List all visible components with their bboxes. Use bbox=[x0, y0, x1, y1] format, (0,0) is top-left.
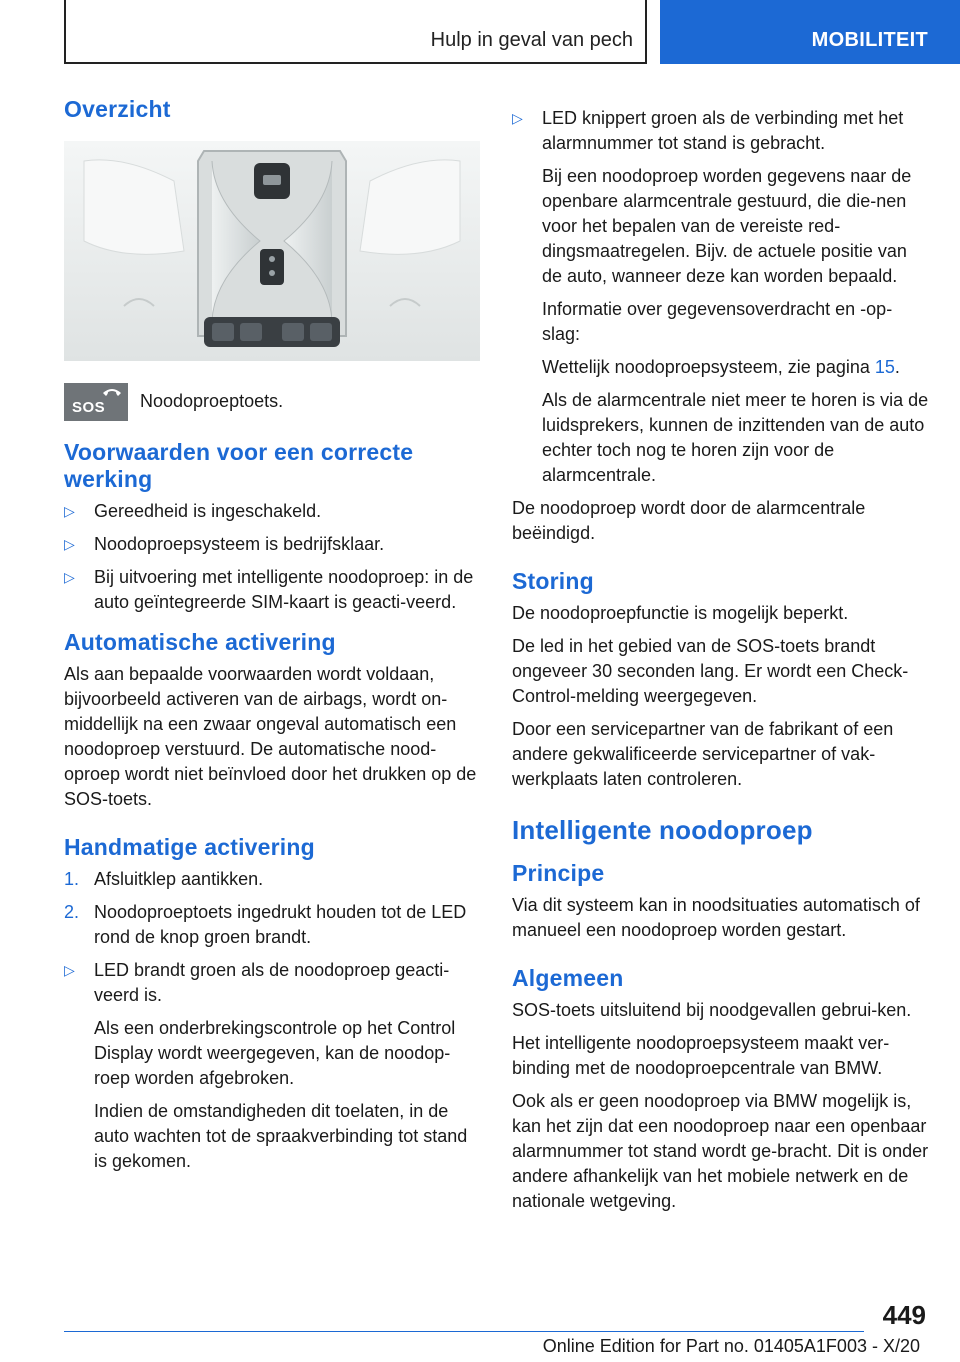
triangle-bullet-icon: ▷ bbox=[64, 536, 75, 552]
sub-paragraph: Informatie over gegevensoverdracht en -op‐slag: bbox=[542, 299, 893, 344]
fault-heading: Storing bbox=[512, 568, 594, 594]
step-number: 1. bbox=[64, 869, 80, 889]
intelligent-emergency-call-heading: Intelligente noodoproep bbox=[512, 815, 813, 845]
header-section-box bbox=[64, 0, 647, 64]
overview-heading: Overzicht bbox=[64, 96, 171, 122]
chapter-tab-label: MOBILITEIT bbox=[811, 29, 928, 51]
page-number: 449 bbox=[882, 1300, 926, 1330]
prerequisites-heading: Voorwaarden voor een correcte werking bbox=[64, 439, 414, 492]
sos-legend bbox=[64, 381, 482, 421]
step-item: 1. Afsluitklep aantikken. bbox=[64, 867, 482, 892]
triangle-bullet-icon: ▷ bbox=[64, 569, 75, 585]
right-column bbox=[512, 106, 930, 1222]
roof-console-illustration bbox=[64, 141, 480, 361]
page-reference-link[interactable]: 15 bbox=[874, 357, 895, 377]
sos-caption: Noodoproeptoets. bbox=[140, 391, 284, 411]
section-title: Hulp in geval van pech bbox=[430, 29, 633, 51]
roof-console-drawing bbox=[64, 141, 480, 361]
sos-button-icon bbox=[64, 383, 128, 421]
fault-text-1: De noodoproepfunctie is mogelijk beperkt. bbox=[512, 603, 849, 623]
automatic-activation-text: Als aan bepaalde voorwaarden wordt voldaan, bijvoorbeeld activeren van de airbags, wordt on‐middellijk na een zwaar ongeval automatisch een noodoproep verstuurd. De automatische nood‐oproep wordt niet beïnvloed door het drukken op de SOS-toets. bbox=[64, 664, 477, 809]
sub-paragraph: Wettelijk noodoproepsysteem, zie pagina 15. bbox=[542, 357, 900, 377]
principle-heading: Principe bbox=[512, 860, 605, 886]
left-column bbox=[64, 96, 482, 1182]
call-end-text: De noodoproep wordt door de alarmcentrale beëindigd. bbox=[512, 498, 866, 543]
general-heading: Algemeen bbox=[512, 965, 624, 991]
step-number: 2. bbox=[64, 902, 80, 922]
chapter-tab[interactable] bbox=[660, 0, 960, 64]
fault-text-3: Door een servicepartner van de fabrikant of een andere gekwalificeerde servicepartner of vak‐werkplaats laten controleren. bbox=[512, 719, 894, 789]
triangle-bullet-icon: ▷ bbox=[512, 110, 523, 126]
manual-steps-list bbox=[64, 867, 482, 950]
list-item: ▷ LED brandt groen als de noodoproep geacti‐veerd is. Als een onderbrekingscontrole op het Control Display wordt weergegeven, kan de noodop‐roep worden afgebroken. Indien de omstandigheden dit toelaten, in de auto wachten tot de spraakverbinding tot stand is gekomen. bbox=[64, 958, 482, 1174]
list-item: ▷ Bij uitvoering met intelligente noodoproep: in de auto geïntegreerde SIM-kaart is geacti‐veerd. bbox=[64, 567, 474, 612]
general-text-1: SOS-toets uitsluitend bij noodgevallen gebrui‐ken. bbox=[512, 1000, 912, 1020]
triangle-bullet-icon: ▷ bbox=[64, 503, 75, 519]
edition-footer: Online Edition for Part no. 01405A1F003 - X/20 bbox=[542, 1336, 920, 1356]
list-item: ▷ LED knippert groen als de verbinding met het alarmnummer tot stand is gebracht. Bij een noodoproep worden gegevens naar de openbare alarmcentrale gestuurd, die die‐nen voor het bepalen van de vereiste red‐dingsmaatregelen. Bijv. de actuele positie van de auto, wanneer deze kan worden bepaald. Informatie over gegevensoverdracht en -op‐slag: Wettelijk noodoproepsysteem, zie pagina 15. Als de alarmcentrale niet meer te horen is via de luidsprekers, kunnen de inzittenden van de auto echter toch nog te horen zijn voor de alarmcentrale. bbox=[512, 106, 930, 488]
sub-paragraph: Bij een noodoproep worden gegevens naar de openbare alarmcentrale gestuurd, die die‐nen voor het bepalen van de vereiste red‐dingsmaatregelen. Bijv. de actuele positie van de auto, wanneer deze kan worden bepaald. bbox=[542, 166, 912, 286]
step-item: 2. Noodoproeptoets ingedrukt houden tot de LED rond de knop groen brandt. bbox=[64, 902, 467, 947]
automatic-activation-heading: Automatische activering bbox=[64, 629, 336, 655]
principle-text: Via dit systeem kan in noodsituaties automatisch of manueel een noodoproep worden gestart. bbox=[512, 895, 920, 940]
prerequisites-list bbox=[64, 499, 482, 615]
footer-divider bbox=[64, 1331, 864, 1332]
list-item: ▷ Noodoproepsysteem is bedrijfsklaar. bbox=[64, 532, 482, 557]
triangle-bullet-icon: ▷ bbox=[64, 962, 75, 978]
general-text-3: Ook als er geen noodoproep via BMW mogelijk is, kan het zijn dat een noodoproep naar een openbaar alarmnummer tot stand wordt ge‐bracht. Dit is onder andere afhankelijk van het mobiele netwerk en de nationale wetgeving. bbox=[512, 1091, 929, 1211]
sub-paragraph: Als een onderbrekingscontrole op het Control Display wordt weergegeven, kan de noodop‐roep worden afgebroken. bbox=[94, 1018, 456, 1088]
general-text-2: Het intelligente noodoproepsysteem maakt ver‐binding met de noodoproepcentrale van BMW. bbox=[512, 1033, 890, 1078]
led-blink-list bbox=[512, 106, 930, 488]
sos-icon-label: SOS bbox=[72, 399, 106, 416]
sub-paragraph: Als de alarmcentrale niet meer te horen is via de luidsprekers, kunnen de inzittenden van de auto echter toch nog te horen zijn voor de alarmcentrale. bbox=[542, 390, 929, 485]
led-result-list bbox=[64, 958, 482, 1174]
manual-activation-heading: Handmatige activering bbox=[64, 834, 315, 860]
list-item: ▷ Gereedheid is ingeschakeld. bbox=[64, 499, 482, 524]
fault-text-2: De led in het gebied van de SOS-toets brandt ongeveer 30 seconden lang. Er wordt een Check-Control-melding weergegeven. bbox=[512, 636, 909, 706]
sub-paragraph: Indien de omstandigheden dit toelaten, in de auto wachten tot de spraakverbinding tot stand is gekomen. bbox=[94, 1101, 468, 1171]
